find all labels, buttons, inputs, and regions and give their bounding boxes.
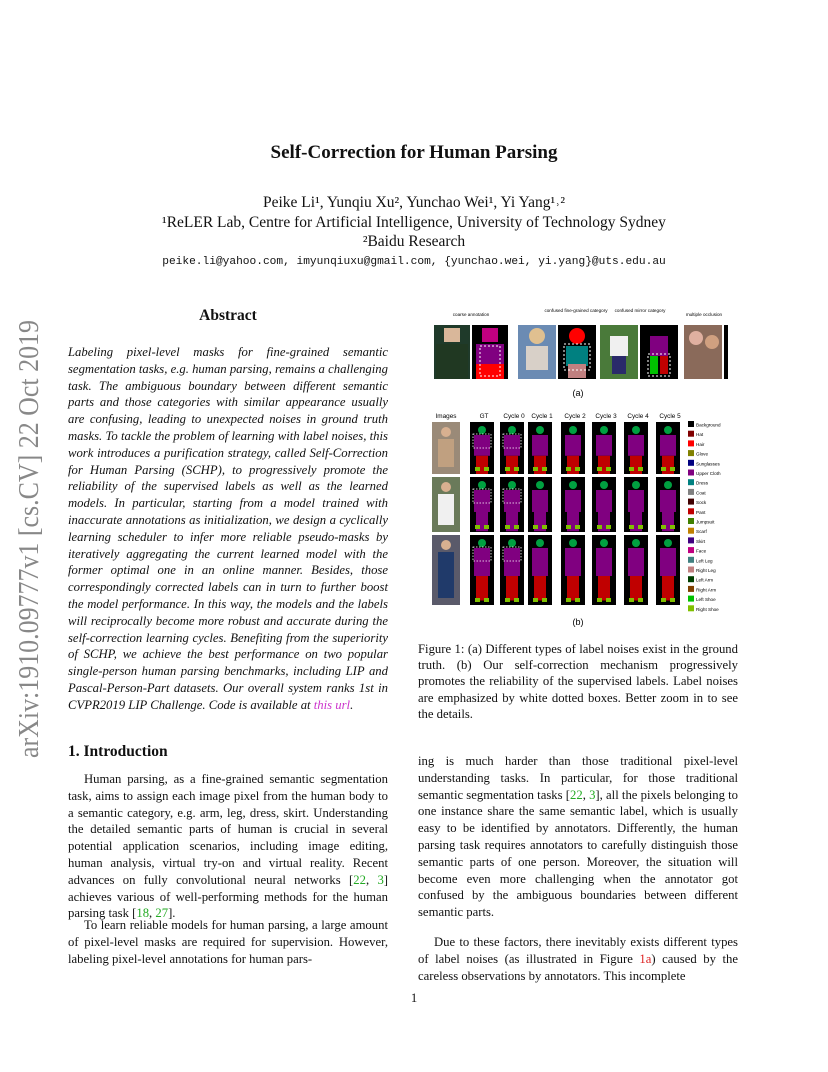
parsing-mask xyxy=(561,422,585,474)
figure-b-column-header: GT xyxy=(479,413,489,420)
legend-swatch xyxy=(688,605,694,611)
parsing-mask xyxy=(470,422,494,474)
sep: , xyxy=(582,787,590,802)
parsing-mask xyxy=(656,535,680,605)
arxiv-id: arXiv:1910.09777v1 [cs.CV] 22 Oct 2019 xyxy=(14,318,45,758)
legend-label: Glove xyxy=(696,451,709,457)
figure-caption: Figure 1: (a) Different types of label noises exist in the ground truth. (b) Our self-correction mechanism progressively promotes the reliability of the supervised labels. Label noises are emphasized by white dotted boxes. Better zoom in to see the details. xyxy=(418,642,738,721)
legend-swatch xyxy=(688,596,694,602)
legend-swatch xyxy=(688,586,694,592)
figure-b-column-header: Cycle 2 xyxy=(564,413,586,420)
legend-label: Sunglasses xyxy=(696,461,720,467)
legend-swatch xyxy=(688,489,694,495)
authors: Peike Li¹, Yunqiu Xu², Yunchao Wei¹, Yi Yang¹˒² xyxy=(263,194,565,211)
citation-link[interactable]: 3 xyxy=(589,787,596,802)
legend-label: Background xyxy=(696,422,721,428)
legend-label: Sock xyxy=(696,500,707,506)
legend-label: Left Arm xyxy=(696,577,714,583)
legend-label: Right Arm xyxy=(696,587,717,593)
legend-label: Upper Cloth xyxy=(696,471,721,476)
legend-swatch xyxy=(688,470,694,476)
parsing-mask xyxy=(656,422,680,474)
legend-label: Right Shoe xyxy=(696,606,719,612)
legend-label: Face xyxy=(696,548,707,554)
subfigure-label-b: (b) xyxy=(572,617,584,627)
parsing-mask xyxy=(592,477,616,532)
intro-p1-text-c: ]. xyxy=(168,906,176,921)
legend-swatch xyxy=(688,537,694,543)
figure-a-label: multiple occlusion xyxy=(685,312,723,317)
intro-p1-text-b: ] achieves various of well-performing methods for the human parsing task [ xyxy=(68,872,389,921)
figure-ref-link[interactable]: 1a xyxy=(639,951,652,966)
figure-a-label: coarse annotation xyxy=(452,312,490,317)
parsing-mask xyxy=(500,535,524,605)
sample-image xyxy=(432,535,460,605)
photo-occlusion xyxy=(684,325,722,379)
legend-swatch xyxy=(688,460,694,466)
col2-paragraph-2 xyxy=(418,934,738,984)
legend-label: Pant xyxy=(696,509,706,515)
figure-b-column-header: Images xyxy=(435,413,457,420)
col2-p1-text-b: ], all the pixels belonging to one instance share the same semantic label, which is usually easy to be identified by annotators. Differently, the human parsing task requires annotators to carefully distinguish those semantic parts of one person. Moreover, the situation will become even more challenging when the annotator got confused by the ambiguous boundaries between different semantic parts. xyxy=(418,787,738,920)
figure-1b xyxy=(428,409,738,629)
parsing-mask xyxy=(624,535,648,605)
intro-paragraph-2: To learn reliable models for human parsing, a large amount of pixel-level masks are required for supervision. However, labeling pixel-level annotations for human pars- xyxy=(68,918,388,966)
mask-occlusion xyxy=(724,325,728,379)
parsing-mask xyxy=(561,535,585,605)
figure-b-column-header: Cycle 4 xyxy=(627,413,649,420)
parsing-mask xyxy=(624,477,648,532)
parsing-mask xyxy=(592,535,616,605)
citation-link[interactable]: 22 xyxy=(353,872,366,887)
legend-swatch xyxy=(688,518,694,524)
legend-swatch xyxy=(688,450,694,456)
figure-1a xyxy=(428,306,728,406)
citation-link[interactable]: 18 xyxy=(136,906,150,921)
legend-label: Hat xyxy=(696,432,704,438)
legend-swatch xyxy=(688,499,694,505)
citation-link[interactable]: 27 xyxy=(155,906,169,921)
parsing-mask xyxy=(528,535,552,605)
sep: , xyxy=(149,906,156,921)
parsing-mask xyxy=(470,535,494,605)
legend-swatch xyxy=(688,576,694,582)
citation-link[interactable]: 22 xyxy=(570,787,583,802)
legend-label: Left Shoe xyxy=(696,597,716,603)
legend-swatch xyxy=(688,440,694,446)
abstract-body xyxy=(68,344,388,714)
parsing-mask xyxy=(561,477,585,532)
legend-label: Right Leg xyxy=(696,568,716,573)
sep: , xyxy=(365,872,378,887)
figure-a-label: confused fine-grained category xyxy=(544,308,608,313)
parsing-mask xyxy=(500,422,524,474)
legend-label: Scarf xyxy=(696,529,707,535)
page-number: 1 xyxy=(410,991,418,1005)
abstract-end: . xyxy=(350,697,354,712)
parsing-mask xyxy=(528,477,552,532)
legend-label: Hair xyxy=(696,441,705,447)
section-heading-introduction: 1. Introduction xyxy=(68,743,168,760)
legend-label: Left Leg xyxy=(696,558,713,564)
legend-swatch xyxy=(688,528,694,534)
legend-label: Coat xyxy=(696,490,706,496)
citation-link[interactable]: 3 xyxy=(377,872,384,887)
abstract-text: Labeling pixel-level masks for fine-grained semantic segmentation tasks, e.g. human parsing, remains a challenging task. The ambiguous boundary between different semantic parts and those categories with similar appearance usually are confusing, leading to unexpected noises in ground truth masks. To tackle the problem of learning with label noises, this work introduces a purification strategy, called Self-Correction for Human Parsing (SCHP), to progressively promote the reliability of the supervised labels as well as the learned models. In particular, starting from a model trained with inaccurate annotations as initialization, we design a cyclically learning scheduler to infer more reliable pseudo-masks by iteratively aggregating the current learned model with the former optimal one in an online manner. Besides, those correspondingly corrected labels can in turn to further boost the model performance. In this way, the models and the labels will reciprocally become more robust and accurate during the self-correction learning cycles. Benefiting from the superiority of SCHP, we achieve the best performance on two popular single-person human parsing benchmarks, including LIP and Pascal-Person-Part datasets. Our overall system ranks 1st in CVPR2019 LIP Challenge. Code is available at xyxy=(68,345,388,712)
parsing-mask xyxy=(656,477,680,532)
legend-swatch xyxy=(688,421,694,427)
legend-swatch xyxy=(688,508,694,514)
affiliation-1: ¹ReLER Lab, Centre for Artificial Intelligence, University of Technology Sydney xyxy=(162,214,666,231)
intro-paragraph-1 xyxy=(68,771,388,922)
col2-p2-text-b: ) caused by the careless observations by annotators. This incomplete xyxy=(418,951,738,983)
legend-swatch xyxy=(688,567,694,573)
legend-swatch xyxy=(688,431,694,437)
legend-swatch xyxy=(688,479,694,485)
col2-paragraph-1 xyxy=(418,753,738,921)
figure-b-column-header: Cycle 5 xyxy=(659,413,681,420)
figure-b-column-header: Cycle 0 xyxy=(503,413,525,420)
legend-label: Dress xyxy=(696,480,708,486)
legend-label: Skirt xyxy=(696,538,706,544)
arxiv-sidebar xyxy=(2,318,50,758)
parsing-mask xyxy=(500,477,524,532)
abstract-heading: Abstract xyxy=(199,307,257,324)
legend-swatch xyxy=(688,547,694,553)
col2-p2-text-a: Due to these factors, there inevitably exists different types of label noises (as illustrated in Figure xyxy=(418,935,738,966)
legend-label: Jumpsuit xyxy=(696,519,715,525)
affiliation-2: ²Baidu Research xyxy=(362,233,466,250)
parsing-mask xyxy=(624,422,648,474)
figure-a-label: confused mirror category xyxy=(614,308,666,313)
parsing-mask xyxy=(470,477,494,532)
author-emails: peike.li@yahoo.com, imyunqiuxu@gmail.com, {yunchao.wei, yi.yang}@uts.edu.au xyxy=(162,256,666,268)
legend-swatch xyxy=(688,557,694,563)
sample-image xyxy=(432,422,460,474)
intro-p1-text-a: Human parsing, as a fine-grained semantic segmentation task, aims to assign each image pixel from the human body to a semantic category, e.g. arm, leg, dress, skirt. Understanding the detailed semantic parts of human is crucial in several potential application scenarios, including image editing, human analysis, virtual try-on and virtual reality. Recent advances on fully convolutional neural networks [ xyxy=(68,772,388,887)
subfigure-label-a: (a) xyxy=(572,388,584,398)
parsing-mask xyxy=(528,422,552,474)
figure-b-column-header: Cycle 3 xyxy=(595,413,617,420)
code-link[interactable]: this url xyxy=(313,697,351,712)
col2-p1-text-a: ing is much harder than those traditional pixel-level understanding tasks. In particular, for those traditional semantic segmentation tasks [ xyxy=(418,754,738,802)
sample-image xyxy=(432,477,460,532)
paper-title: Self-Correction for Human Parsing xyxy=(270,142,558,163)
parsing-mask xyxy=(592,422,616,474)
figure-b-column-header: Cycle 1 xyxy=(531,413,553,420)
